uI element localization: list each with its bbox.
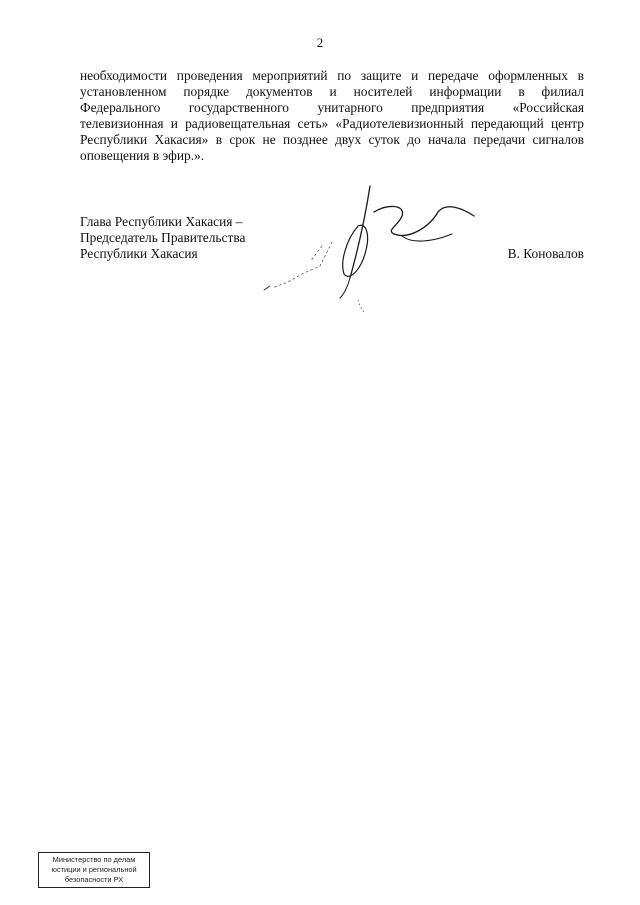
body-line: оповещения в эфир.». [80,148,205,163]
body-line: установленном порядке документов и носителей информации в филиал [80,84,584,99]
signatory-title-line: Председатель Правительства [80,230,246,245]
signatory-title [80,214,245,262]
stamp-line: юстиции и региональной [51,865,137,874]
handwritten-signature [262,182,482,314]
ministry-stamp [38,852,150,888]
signatory-title-line: Республики Хакасия [80,246,198,261]
page-number: 2 [316,35,324,50]
body-line: телевизионная и радиовещательная сеть» «Радиотелевизионный передающий центр [80,116,584,131]
stamp-line: Министерство по делам [52,855,136,864]
body-line: Федерального государственного унитарного предприятия «Российская [80,100,584,115]
stamp-line: безопасности РХ [64,875,124,884]
signatory-name: В. Коновалов [507,246,584,261]
body-paragraph [80,68,584,164]
body-line: необходимости проведения мероприятий по защите и передаче оформленных в [80,68,584,83]
signatory-title-line: Глава Республики Хакасия – [80,214,243,229]
body-line: Республики Хакасия» в срок не позднее двух суток до начала передачи сигналов [80,132,584,147]
